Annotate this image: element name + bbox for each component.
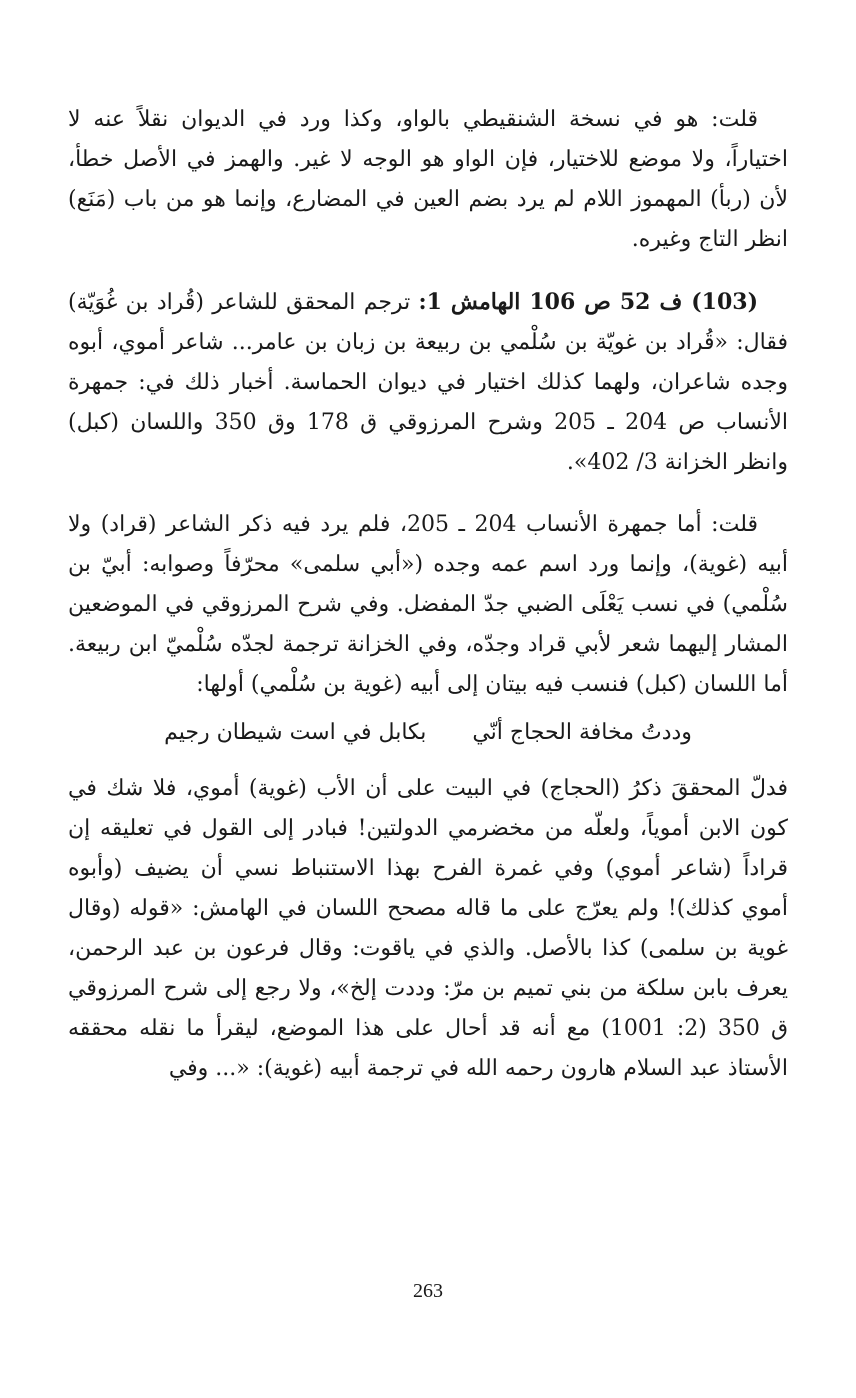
- footnote-reference-heading: (103) ف 52 ص 106 الهامش 1:: [418, 289, 758, 315]
- poetry-verse: [68, 713, 788, 753]
- paragraph-3: قلت: أما جمهرة الأنساب 204 ـ 205، فلم يرد فيه ذكر الشاعر (قراد) ولا أبيه (غوية)، وإنما ورد اسم عمه وجده («أبي سلمى» محرّفاً وصوابه: أبيّ بن سُلْمي) في نسب يَعْلَى الضبي جدّ المفضل. وفي شرح المرزوقي في الموضعين المشار إليهما شعر لأبي قراد وجدّه، وفي الخزانة ترجمة لجدّه سُلْميّ ابن ربيعة. أما اللسان (كبل) فنسب فيه بيتان إلى أبيه (غوية بن سُلْمي) أولها:: [68, 512, 788, 697]
- page-text-block: [68, 100, 788, 1089]
- paragraph-4: فدلّ المحققَ ذكرُ (الحجاج) في البيت على أن الأب (غوية) أموي، فلا شك في كون الابن أموياً، ولعلّه من مخضرمي الدولتين! فبادر إلى القول في تعليقه إن قراداً (شاعر أموي) وفي غمرة الفرح بهذا الاستنباط نسي أن يضيف (وأبوه أموي كذلك)! ولم يعرّج على ما قاله مصحح اللسان في الهامش: «قوله (وقال غوية بن سلمى) كذا بالأصل. والذي في ياقوت: وقال فرعون بن عبد الرحمن، يعرف بابن سلكة من بني تميم بن مرّ: وددت إلخ»، ولا رجع إلى شرح المرزوقي ق 350 (2: 1001) مع أنه قد أحال على هذا الموضع، ليقرأ ما نقله محققه الأستاذ عبد السلام هارون رحمه الله في ترجمة أبيه (غوية): «... وفي: [68, 776, 789, 1081]
- verse-first-hemistich: وددتُ مخافة الحجاج أنّي: [472, 720, 692, 745]
- verse-second-hemistich: بكابل في است شيطان رجيم: [164, 720, 427, 745]
- page-number: 263: [413, 1280, 443, 1302]
- paragraph-2-body: ترجم المحقق للشاعر (قُراد بن غُوَيّة) فقال: «قُراد بن غويّة بن سُلْمي بن ربيعة بن زبان بن عامر... شاعر أموي، أبوه وجده شاعران، ولهما كذلك اختيار في ديوان الحماسة. أخبار ذلك في: جمهرة الأنساب ص 204 ـ 205 وشرح المرزوقي ق 178 وق 350 واللسان (كبل) وانظر الخزانة 3/ 402».: [68, 290, 789, 475]
- paragraph-1: قلت: هو في نسخة الشنقيطي بالواو، وكذا ورد في الديوان نقلاً عنه لا اختياراً، ولا موضع للاختيار، فإن الواو هو الوجه لا غير. والهمز في الأصل خطأ، لأن (ربأ) المهموز اللام لم يرد بضم العين في المضارع، وإنما هو من باب (مَنَع) انظر التاج وغيره.: [68, 107, 788, 252]
- paragraph-2: [68, 282, 788, 483]
